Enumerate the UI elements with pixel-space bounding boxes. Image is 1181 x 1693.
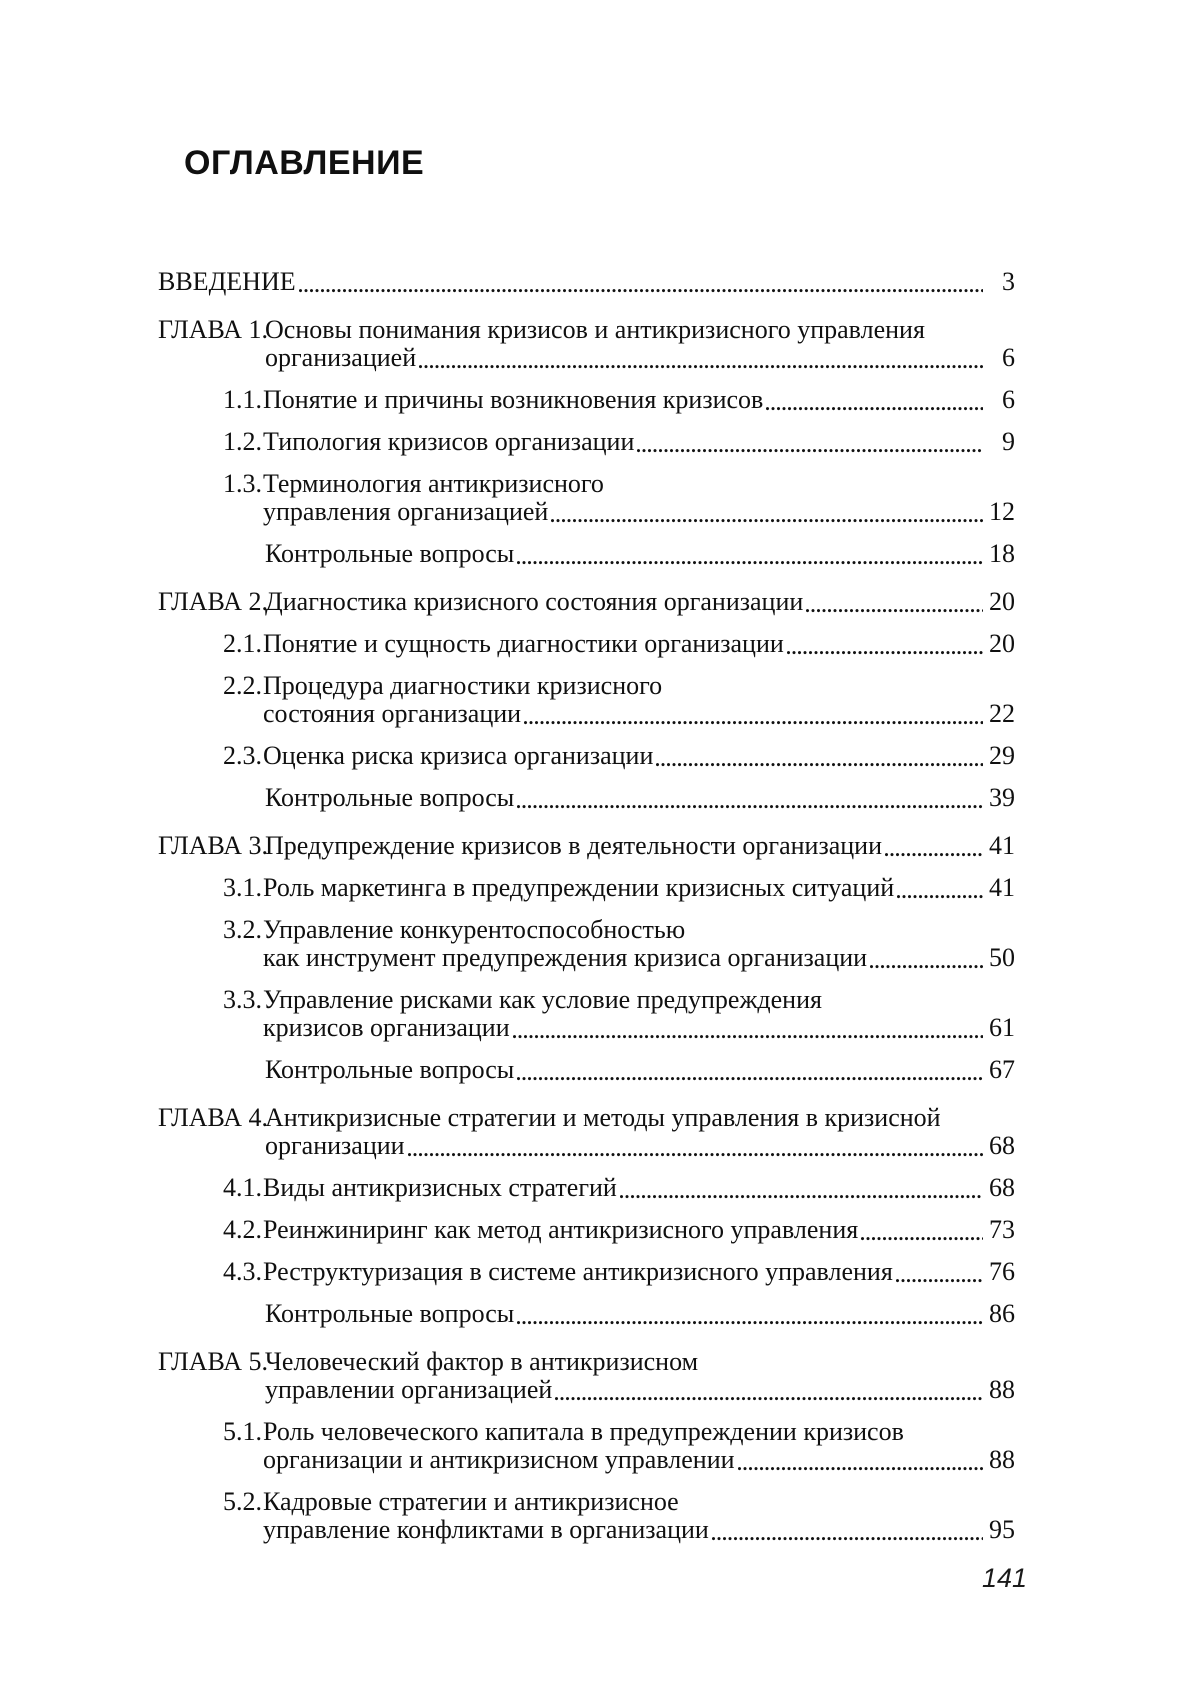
section-number: 3.3. xyxy=(223,985,262,1014)
entry-body xyxy=(263,1258,1015,1286)
entry-last-line xyxy=(158,268,1015,296)
entry-last-line xyxy=(265,832,1015,860)
entry-body xyxy=(263,428,1015,456)
dot-leader xyxy=(408,1153,983,1157)
entry-last-line xyxy=(265,1300,1015,1328)
dot-leader xyxy=(551,519,983,523)
section-number: 2.1. xyxy=(223,629,262,658)
toc-entry-section xyxy=(223,630,1015,658)
page-number: 39 xyxy=(989,783,1015,812)
entry-body xyxy=(265,1348,1015,1404)
entry-title: как инструмент предупреждения кризиса организации xyxy=(263,943,868,972)
entry-title: Реструктуризация в системе антикризисного управления xyxy=(263,1257,893,1286)
entry-last-line xyxy=(265,1376,1015,1404)
entry-last-line xyxy=(263,874,1015,902)
page-number: 6 xyxy=(1002,385,1015,414)
page-number: 73 xyxy=(989,1215,1015,1244)
dot-leader xyxy=(806,609,983,613)
section-number: 3.1. xyxy=(223,873,262,902)
entry-last-line xyxy=(263,498,1015,526)
entry-body xyxy=(265,316,1015,372)
entry-last-line xyxy=(263,742,1015,770)
entry-title: Контрольные вопросы xyxy=(265,1299,515,1328)
entry-title: состояния организации xyxy=(263,699,522,728)
dot-leader xyxy=(896,1279,983,1283)
entry-body xyxy=(263,672,1015,728)
chapter-label: ГЛАВА 5. xyxy=(158,1347,268,1376)
page-number: 50 xyxy=(989,943,1015,972)
entry-body xyxy=(263,986,1015,1042)
toc-entry-chapter xyxy=(158,832,1015,860)
section-number: 2.3. xyxy=(223,741,262,770)
section-number: 5.2. xyxy=(223,1487,262,1516)
page-number: 22 xyxy=(989,699,1015,728)
entry-last-line xyxy=(263,944,1015,972)
toc-entry-section xyxy=(223,1488,1015,1544)
toc-entry-section xyxy=(223,1174,1015,1202)
toc-entry-section xyxy=(223,742,1015,770)
toc-entry-section xyxy=(223,1418,1015,1474)
chapter-label: ГЛАВА 2. xyxy=(158,587,268,616)
toc-list xyxy=(158,268,1015,1544)
entry-body xyxy=(265,784,1015,812)
dot-leader xyxy=(517,805,983,809)
section-number: 5.1. xyxy=(223,1417,262,1446)
toc-entry-control xyxy=(265,1056,1015,1084)
section-number: 1.1. xyxy=(223,385,262,414)
dot-leader xyxy=(712,1537,983,1541)
page-number: 68 xyxy=(989,1173,1015,1202)
dot-leader xyxy=(517,561,983,565)
page-number: 88 xyxy=(989,1445,1015,1474)
page-number: 20 xyxy=(989,587,1015,616)
toc-entry-section xyxy=(223,470,1015,526)
page-number: 20 xyxy=(989,629,1015,658)
toc-entry-section xyxy=(223,916,1015,972)
page-number: 6 xyxy=(1002,343,1015,372)
page-number: 67 xyxy=(989,1055,1015,1084)
folio-page-number: 141 xyxy=(981,1563,1027,1593)
dot-leader xyxy=(637,449,983,453)
entry-title: Оценка риска кризиса организации xyxy=(263,741,654,770)
entry-body xyxy=(263,386,1015,414)
entry-last-line xyxy=(265,1132,1015,1160)
section-number: 1.3. xyxy=(223,469,262,498)
toc-entry-intro xyxy=(158,268,1015,296)
page-number: 3 xyxy=(1002,267,1015,296)
entry-body xyxy=(265,1104,1015,1160)
entry-body xyxy=(263,1488,1015,1544)
entry-title: организации xyxy=(265,1131,405,1160)
entry-body xyxy=(263,1418,1015,1474)
dot-leader xyxy=(885,853,983,857)
toc-entry-control xyxy=(265,540,1015,568)
page-number: 9 xyxy=(1002,427,1015,456)
toc-entry-chapter xyxy=(158,316,1015,372)
dot-leader xyxy=(299,289,983,293)
entry-last-line xyxy=(263,700,1015,728)
chapter-label: ГЛАВА 3. xyxy=(158,831,268,860)
page-title: ОГЛАВЛЕНИЕ xyxy=(184,144,425,182)
entry-last-line xyxy=(263,1258,1015,1286)
entry-last-line xyxy=(263,1216,1015,1244)
page-number: 95 xyxy=(989,1515,1015,1544)
entry-body xyxy=(265,540,1015,568)
page-number: 12 xyxy=(989,497,1015,526)
entry-title-line: Человеческий фактор в антикризисном xyxy=(265,1347,699,1376)
entry-last-line xyxy=(263,630,1015,658)
entry-title-line: Управление рисками как условие предупреждения xyxy=(263,985,822,1014)
entry-body xyxy=(265,832,1015,860)
entry-last-line xyxy=(265,344,1015,372)
page-number: 41 xyxy=(989,831,1015,860)
entry-title: организации и антикризисном управлении xyxy=(263,1445,735,1474)
entry-title-line: Терминология антикризисного xyxy=(263,469,604,498)
entry-title: управлении организацией xyxy=(265,1375,553,1404)
entry-title-line: Роль человеческого капитала в предупреждении кризисов xyxy=(263,1417,904,1446)
dot-leader xyxy=(419,365,983,369)
toc-entry-control xyxy=(265,784,1015,812)
toc-entry-section xyxy=(223,1216,1015,1244)
dot-leader xyxy=(524,721,983,725)
toc-entry-section xyxy=(223,1258,1015,1286)
toc-entry-section xyxy=(223,428,1015,456)
entry-last-line xyxy=(265,1056,1015,1084)
entry-last-line xyxy=(265,540,1015,568)
entry-body xyxy=(263,874,1015,902)
dot-leader xyxy=(656,763,983,767)
entry-title: Типология кризисов организации xyxy=(263,427,635,456)
entry-title-line: Антикризисные стратегии и методы управления в кризисной xyxy=(265,1103,941,1132)
dot-leader xyxy=(555,1397,983,1401)
section-number: 2.2. xyxy=(223,671,262,700)
entry-body xyxy=(263,916,1015,972)
chapter-label: ГЛАВА 1. xyxy=(158,315,268,344)
entry-body xyxy=(265,1056,1015,1084)
entry-title-line: Управление конкурентоспособностью xyxy=(263,915,686,944)
entry-body xyxy=(263,1174,1015,1202)
chapter-label: ГЛАВА 4. xyxy=(158,1103,268,1132)
entry-title: организацией xyxy=(265,343,417,372)
entry-title: Понятие и сущность диагностики организации xyxy=(263,629,784,658)
entry-title: Предупреждение кризисов в деятельности организации xyxy=(265,831,883,860)
entry-title: кризисов организации xyxy=(263,1013,510,1042)
entry-body xyxy=(263,470,1015,526)
entry-last-line xyxy=(263,428,1015,456)
entry-last-line xyxy=(265,588,1015,616)
page-number: 61 xyxy=(989,1013,1015,1042)
section-number: 4.1. xyxy=(223,1173,262,1202)
entry-title: управления организацией xyxy=(263,497,549,526)
entry-title-line: Процедура диагностики кризисного xyxy=(263,671,663,700)
entry-title: Понятие и причины возникновения кризисов xyxy=(263,385,764,414)
entry-title: ВВЕДЕНИЕ xyxy=(158,267,296,296)
page-number: 18 xyxy=(989,539,1015,568)
entry-title: управление конфликтами в организации xyxy=(263,1515,709,1544)
page-number: 29 xyxy=(989,741,1015,770)
dot-leader xyxy=(517,1077,983,1081)
entry-last-line xyxy=(263,1174,1015,1202)
entry-body xyxy=(265,588,1015,616)
entry-title: Контрольные вопросы xyxy=(265,539,515,568)
entry-title-line: Кадровые стратегии и антикризисное xyxy=(263,1487,679,1516)
entry-body xyxy=(263,630,1015,658)
dot-leader xyxy=(620,1195,983,1199)
page-number: 41 xyxy=(989,873,1015,902)
dot-leader xyxy=(861,1237,983,1241)
page-number: 88 xyxy=(989,1375,1015,1404)
section-number: 3.2. xyxy=(223,915,262,944)
toc-entry-section xyxy=(223,986,1015,1042)
page-number: 68 xyxy=(989,1131,1015,1160)
dot-leader xyxy=(513,1035,983,1039)
toc-entry-section xyxy=(223,386,1015,414)
entry-body xyxy=(263,1216,1015,1244)
toc-entry-chapter xyxy=(158,588,1015,616)
entry-last-line xyxy=(263,1516,1015,1544)
toc-entry-control xyxy=(265,1300,1015,1328)
entry-last-line xyxy=(263,1446,1015,1474)
entry-body xyxy=(263,742,1015,770)
entry-title: Реинжиниринг как метод антикризисного управления xyxy=(263,1215,859,1244)
dot-leader xyxy=(517,1321,983,1325)
entry-title: Контрольные вопросы xyxy=(265,783,515,812)
entry-last-line xyxy=(263,1014,1015,1042)
dot-leader xyxy=(870,965,983,969)
dot-leader xyxy=(766,407,983,411)
section-number: 4.2. xyxy=(223,1215,262,1244)
entry-body xyxy=(265,1300,1015,1328)
section-number: 1.2. xyxy=(223,427,262,456)
entry-title: Контрольные вопросы xyxy=(265,1055,515,1084)
entry-title: Роль маркетинга в предупреждении кризисных ситуаций xyxy=(263,873,895,902)
dot-leader xyxy=(787,651,983,655)
section-number: 4.3. xyxy=(223,1257,262,1286)
entry-title-line: Основы понимания кризисов и антикризисного управления xyxy=(265,315,925,344)
entry-last-line xyxy=(263,386,1015,414)
entry-title: Диагностика кризисного состояния организации xyxy=(265,587,804,616)
dot-leader xyxy=(897,895,983,899)
toc-entry-section xyxy=(223,672,1015,728)
dot-leader xyxy=(738,1467,983,1471)
toc-entry-chapter xyxy=(158,1348,1015,1404)
toc-entry-section xyxy=(223,874,1015,902)
entry-last-line xyxy=(265,784,1015,812)
entry-body xyxy=(158,268,1015,296)
entry-title: Виды антикризисных стратегий xyxy=(263,1173,617,1202)
page-number: 86 xyxy=(989,1299,1015,1328)
page-number: 76 xyxy=(989,1257,1015,1286)
toc-entry-chapter xyxy=(158,1104,1015,1160)
